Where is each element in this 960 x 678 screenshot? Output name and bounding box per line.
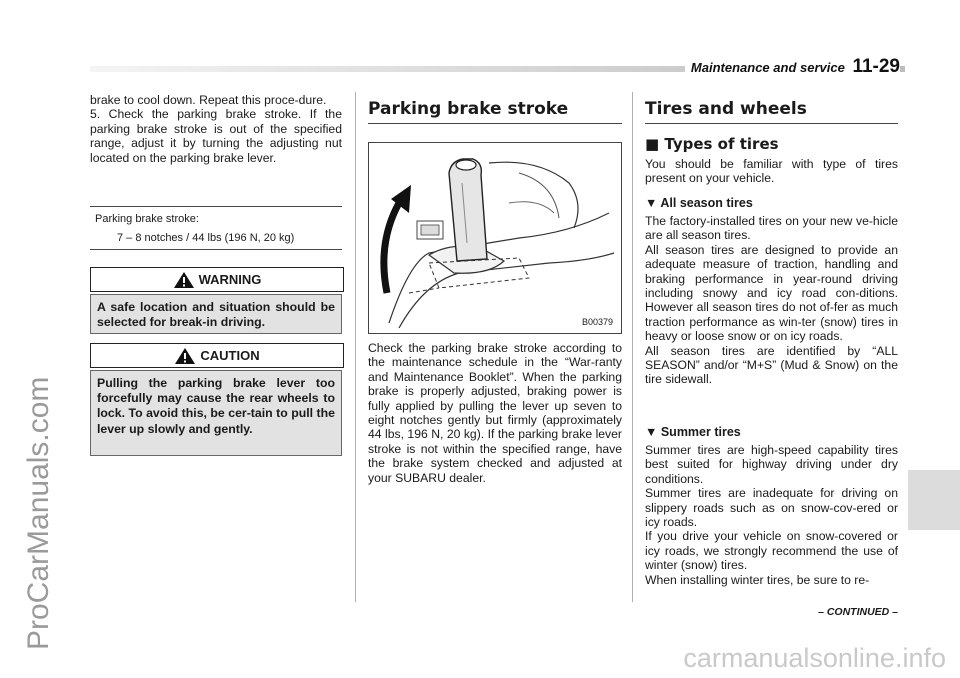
tires-intro: You should be familiar with type of tires present on your vehicle. bbox=[645, 157, 898, 186]
caution-icon bbox=[174, 347, 196, 365]
heading-rule-2 bbox=[368, 123, 622, 124]
warning-body: A safe location and situation should be selected for break-in driving. bbox=[90, 294, 342, 334]
page-number: 11-29 bbox=[852, 56, 900, 77]
figure-code: B00379 bbox=[581, 317, 613, 327]
parking-brake-body: Check the parking brake stroke according to the maintenance schedule in the “War-ranty and Maintenance Booklet”. When the parking brake is properly adjusted, braking power is fully applied by pulling the lever up seven to eight notches gently but firmly (approximately 44 lbs, 196 N, 20 kg). If the parking brake lever stroke is not within the specified range, have the brake system checked and adjusted at your SUBARU dealer. bbox=[368, 341, 622, 485]
summer-heading: ▼ Summer tires bbox=[645, 425, 741, 439]
continued-label: – CONTINUED – bbox=[818, 606, 898, 618]
caution-header bbox=[90, 343, 344, 368]
tires-intro-block bbox=[645, 157, 898, 186]
warning-header bbox=[90, 267, 344, 292]
types-of-tires-heading: ■ Types of tires bbox=[645, 135, 779, 153]
parking-brake-heading: Parking brake stroke bbox=[368, 99, 569, 119]
column-divider-2 bbox=[632, 92, 633, 602]
brake-stroke-intro: brake to cool down. Repeat this proce-dure. 5. Check the parking brake stroke. If the parking brake stroke is out of the specified range, adjust it by turning the adjusting nut located on the parking brake lever. bbox=[90, 93, 342, 165]
chapter-tab bbox=[908, 470, 960, 530]
column-divider-1 bbox=[355, 92, 356, 602]
column-2-body bbox=[368, 341, 622, 485]
summer-block bbox=[645, 443, 898, 587]
spec-label: Parking brake stroke: bbox=[95, 213, 199, 225]
warning-icon bbox=[173, 271, 195, 289]
watermark-carmanualsonline: carmanualsonline.info bbox=[683, 643, 946, 673]
summer-body: Summer tires are high-speed capability tires best suited for highway driving under dry conditions. Summer tires are inadequate for driving on slippery roads such as on snow-cov-ered or icy roads. If you drive your vehicle on snow-covered or icy roads, we strongly recommend the use of winter (snow) tires. When installing winter tires, be sure to re- bbox=[645, 443, 898, 587]
heading-rule-3 bbox=[645, 123, 898, 124]
caution-title: CAUTION bbox=[200, 348, 260, 363]
watermark-procarmanuals: ProCarManuals.com bbox=[22, 376, 55, 650]
caution-body: Pulling the parking brake lever too forcefully may cause the rear wheels to lock. To avoid this, be cer-tain to pull the lever up slowly and gently. bbox=[90, 370, 342, 456]
parking-brake-illustration bbox=[369, 143, 621, 333]
all-season-block bbox=[645, 214, 898, 387]
tires-wheels-heading: Tires and wheels bbox=[645, 99, 807, 119]
spec-value: 7 – 8 notches / 44 lbs (196 N, 20 kg) bbox=[117, 232, 295, 244]
header-section-title: Maintenance and service bbox=[690, 60, 845, 75]
warning-title: WARNING bbox=[198, 272, 262, 287]
all-season-heading: ▼ All season tires bbox=[645, 196, 753, 210]
page-header bbox=[685, 56, 900, 78]
column-1 bbox=[90, 93, 342, 165]
all-season-body: The factory-installed tires on your new ve-hicle are all season tires. All season tires are designed to provide an adequate measure of traction, handling and braking performance in year-round driving including snowy and icy road con-ditions. However all season tires do not of-fer as much traction performance as win-ter (snow) tires in heavy or loose snow or on icy roads. All season tires are identified by “ALL SEASON” and/or “M+S” (Mud & Snow) on the tire sidewall. bbox=[645, 214, 898, 387]
parking-brake-figure bbox=[368, 142, 622, 334]
spec-box bbox=[90, 206, 342, 250]
